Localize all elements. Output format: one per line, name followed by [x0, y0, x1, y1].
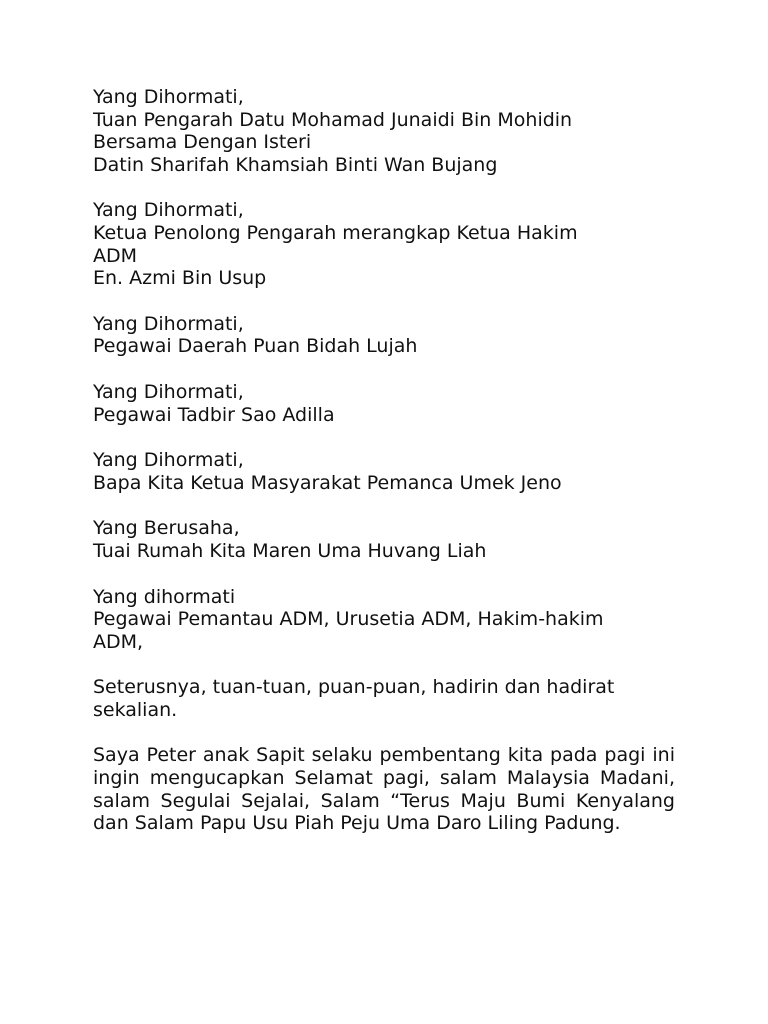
greeting-line: Yang Dihormati,	[93, 380, 244, 403]
greeting-block-7	[93, 586, 675, 654]
greeting-line: Pegawai Daerah Puan Bidah Lujah	[93, 335, 418, 358]
closing-salutation-paragraph: Seterusnya, tuan-tuan, puan-puan, hadirin dan hadirat sekalian.	[93, 676, 615, 721]
greeting-block-1	[93, 86, 675, 176]
greeting-line: Tuan Pengarah Datu Mohamad Junaidi Bin Mohidin	[93, 108, 573, 131]
greeting-line: Pegawai Tadbir Sao Adilla	[93, 403, 335, 426]
greeting-block-2	[93, 199, 675, 289]
greeting-line: Yang Dihormati,	[93, 312, 244, 335]
greeting-line: Bersama Dengan Isteri	[93, 131, 312, 154]
greeting-block-3	[93, 313, 675, 358]
greeting-line: Yang Dihormati,	[93, 199, 244, 222]
greeting-line: ADM	[93, 244, 138, 267]
greeting-line: Yang Dihormati,	[93, 86, 244, 108]
greeting-line: En. Azmi Bin Usup	[93, 267, 267, 290]
greeting-block-6	[93, 517, 675, 562]
greeting-line: Ketua Penolong Pengarah merangkap Ketua Hakim	[93, 221, 578, 244]
greeting-line: Yang Berusaha,	[93, 517, 240, 540]
greeting-block-4	[93, 381, 675, 426]
greeting-line: Bapa Kita Ketua Masyarakat Pemanca Umek Jeno	[93, 471, 562, 494]
greeting-block-5	[93, 449, 675, 494]
speech-opening-paragraph: Saya Peter anak Sapit selaku pembentang kita pada pagi ini ingin mengucapkan Selamat pagi, salam Malaysia Madani, salam Segulai Sejalai, Salam “Terus Maju Bumi Kenyalang dan Salam Papu Usu Piah Peju Uma Daro Liling Padung.	[93, 744, 675, 835]
greeting-line: Yang dihormati	[93, 585, 236, 608]
greeting-line: Pegawai Pemantau ADM, Urusetia ADM, Hakim-hakim	[93, 608, 604, 631]
greeting-line: Tuai Rumah Kita Maren Uma Huvang Liah	[93, 539, 487, 562]
document-body	[93, 86, 675, 858]
greeting-line: Datin Sharifah Khamsiah Binti Wan Bujang	[93, 153, 498, 176]
greeting-line: ADM,	[93, 630, 144, 653]
greeting-line: Yang Dihormati,	[93, 449, 244, 472]
